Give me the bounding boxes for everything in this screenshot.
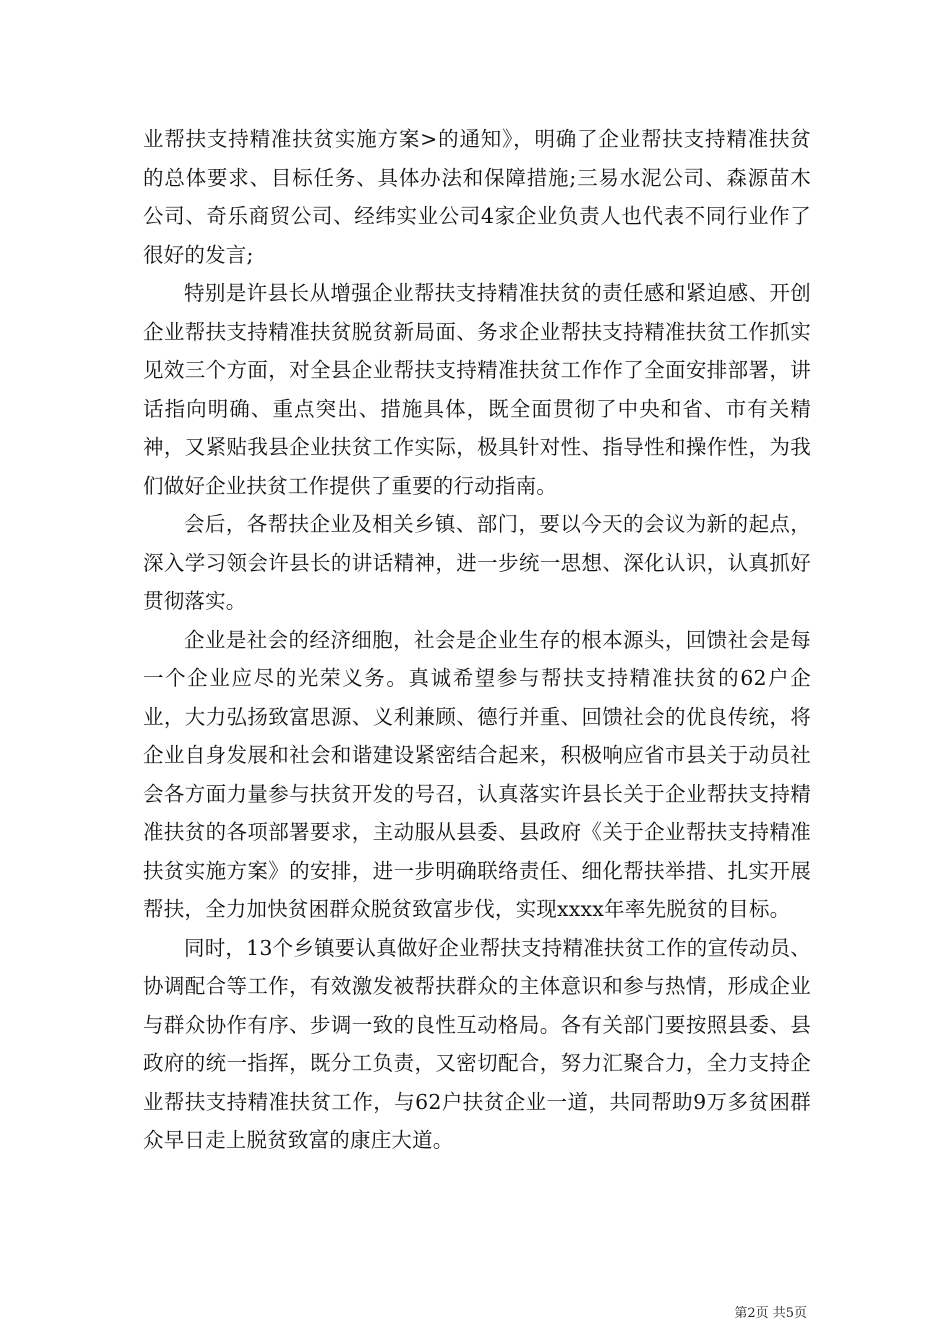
paragraph-townships-departments: 同时，13个乡镇要认真做好企业帮扶支持精准扶贫工作的宣传动员、协调配合等工作，有效激发被帮扶群众的主体意识和参与热情，形成企业与群众协作有序、步调一致的良性互动格局。各有关部门要按照县委、县政府的统一指挥，既分工负责，又密切配合，努力汇聚合力，全力支持企业帮扶支持精准扶贫工作，与62户扶贫企业一道，共同帮助9万多贫困群众早日走上脱贫致富的康庄大道。 [143,935,811,1152]
page-number-footer: 第2页 共5页 [734,1306,807,1321]
paragraph-after-meeting: 会后，各帮扶企业及相关乡镇、部门，要以今天的会议为新的起点，深入学习领会许县长的讲话精神，进一步统一思想、深化认识，认真抓好贯彻落实。 [143,512,811,613]
paragraph-enterprise-duty: 企业是社会的经济细胞，社会是企业生存的根本源头，回馈社会是每一个企业应尽的光荣义务。真诚希望参与帮扶支持精准扶贫的62户企业，大力弘扬致富思源、义利兼顾、德行并重、回馈社会的优良传统，将企业自身发展和社会和谐建设紧密结合起来，积极响应省市县关于动员社会各方面力量参与扶贫开发的号召，认真落实许县长关于企业帮扶支持精准扶贫的各项部署要求，主动服从县委、县政府《关于企业帮扶支持精准扶贫实施方案》的安排，进一步明确联络责任、细化帮扶举措、扎实开展帮扶，全力加快贫困群众脱贫致富步伐，实现xxxx年率先脱贫的目标。 [143,627,811,921]
document-body [143,120,811,1160]
paragraph-county-head-speech: 特别是许县长从增强企业帮扶支持精准扶贫的责任感和紧迫感、开创企业帮扶支持精准扶贫脱贫新局面、务求企业帮扶支持精准扶贫工作抓实见效三个方面，对全县企业帮扶支持精准扶贫工作作了全面安排部署，讲话指向明确、重点突出、措施具体，既全面贯彻了中央和省、市有关精神，又紧贴我县企业扶贫工作实际，极具针对性、指导性和操作性，为我们做好企业扶贫工作提供了重要的行动指南。 [143,281,811,498]
paragraph-continuation: 业帮扶支持精准扶贫实施方案>的通知》，明确了企业帮扶支持精准扶贫的总体要求、目标任务、具体办法和保障措施;三易水泥公司、森源苗木公司、奇乐商贸公司、经纬实业公司4家企业负责人也代表不同行业作了很好的发言; [143,127,811,267]
